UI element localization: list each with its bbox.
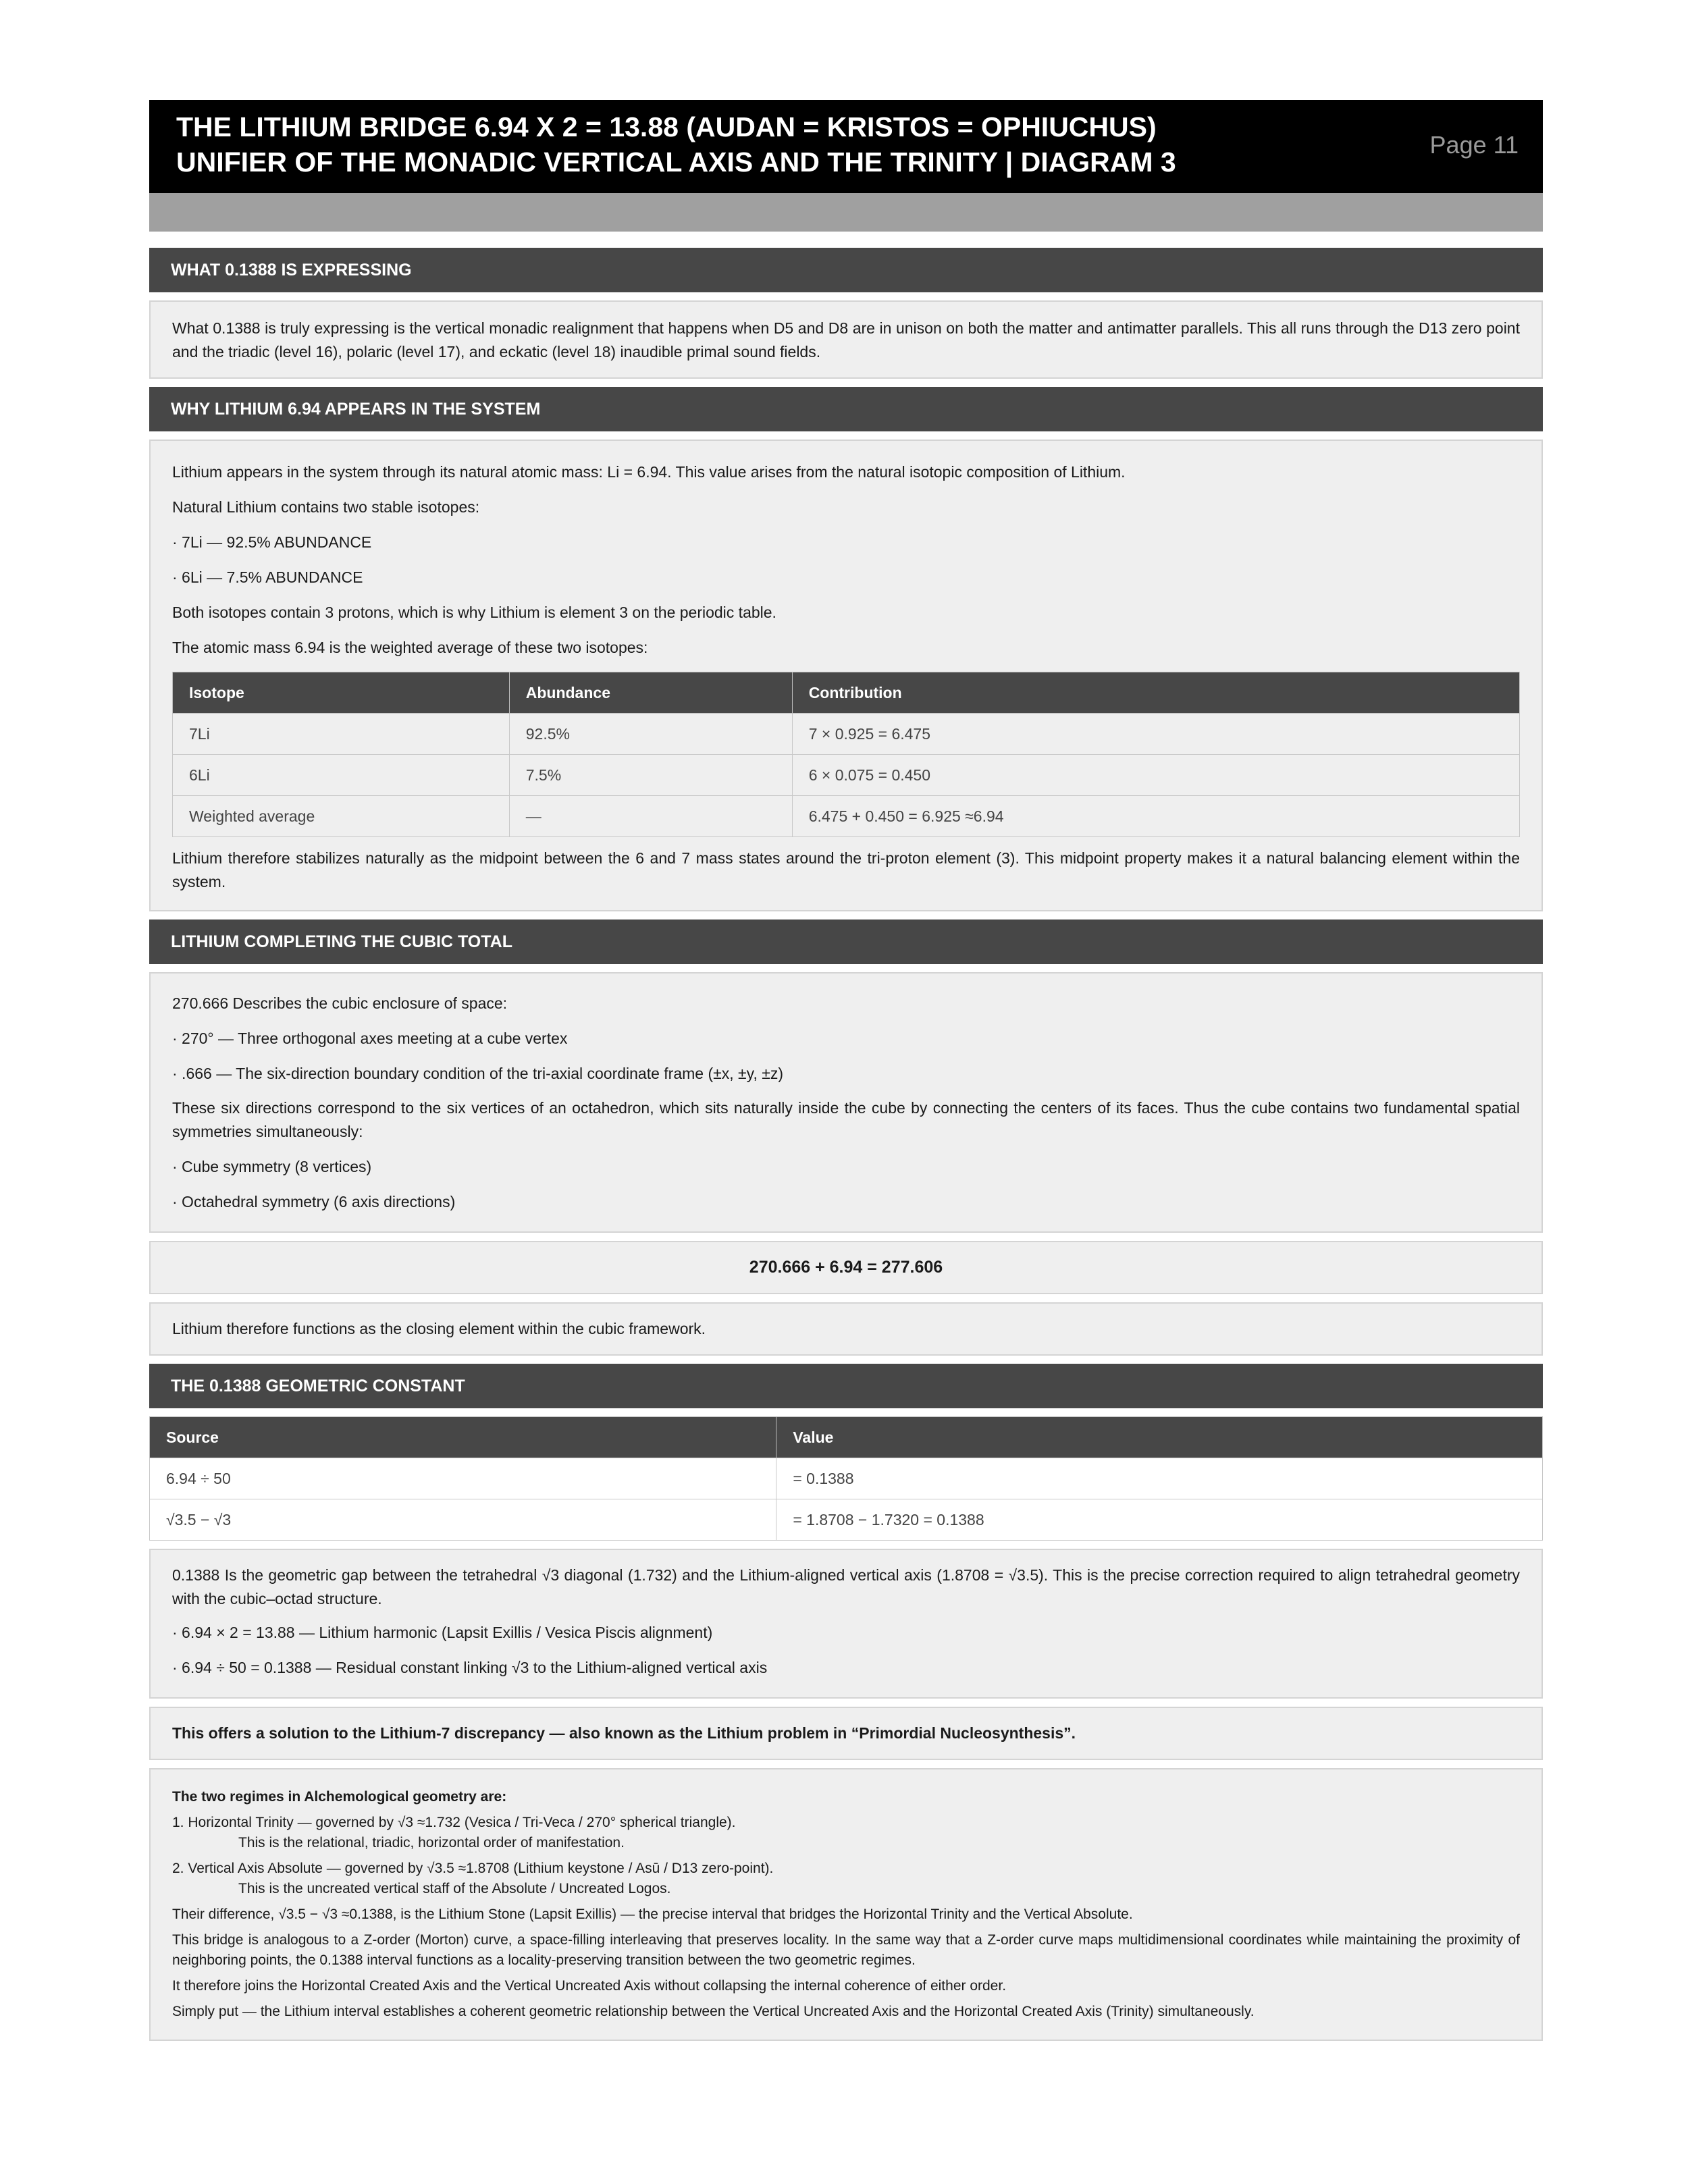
title-line-1: THE LITHIUM BRIDGE 6.94 X 2 = 13.88 (AUDAN = KRISTOS = OPHIUCHUS) — [176, 111, 1157, 142]
table-cell: √3.5 − √3 — [150, 1499, 776, 1541]
title-bar — [149, 100, 1543, 193]
table-cell: — — [509, 796, 792, 837]
solution-text: This offers a solution to the Lithium-7 discrepancy — also known as the Lithium problem in “Primordial Nucleosynthesis”. — [172, 1724, 1076, 1742]
header-divider-bar — [149, 193, 1543, 232]
geometric-constant-table — [149, 1416, 1543, 1541]
cubic-equation: 270.666 + 6.94 = 277.606 — [749, 1258, 943, 1277]
why-line-1: Lithium appears in the system through its natural atomic mass: Li = 6.94. This value arises from the natural isotopic composition of Lithium. — [172, 463, 1126, 481]
section-box-cubic-total — [149, 972, 1543, 1233]
regime-item-1: 1. Horizontal Trinity — governed by √3 ≈1.732 (Vesica / Tri-Veca / 270° spherical triangle). — [172, 1815, 736, 1830]
section-heading-why-lithium: WHY LITHIUM 6.94 APPEARS IN THE SYSTEM — [149, 387, 1543, 431]
expressing-text: What 0.1388 is truly expressing is the vertical monadic realignment that happens when D5 and D8 are in unison on both the matter and antimatter parallels. This all runs through the D13 zero point and the triadic (level 16), polaric (level 17), and eckatic (level 18) inaudible primal sound fields. — [172, 319, 1520, 361]
regime-item-1-sub: This is the relational, triadic, horizontal order of manifestation. — [238, 1835, 625, 1850]
page-number: Page 11 — [1429, 131, 1519, 159]
table-cell: 6.94 ÷ 50 — [150, 1458, 776, 1499]
isotope-table — [172, 672, 1520, 837]
cubic-paragraph: These six directions correspond to the six vertices of an octahedron, which sits naturally inside the cube by connecting the centers of its faces. Thus the cube contains two fundamental spatial symmetries simultaneously: — [172, 1099, 1520, 1140]
section-heading-expressing: WHAT 0.1388 IS EXPRESSING — [149, 248, 1543, 292]
section-heading-cubic-total: LITHIUM COMPLETING THE CUBIC TOTAL — [149, 920, 1543, 964]
equation-box — [149, 1241, 1543, 1294]
table-cell: = 0.1388 — [776, 1458, 1543, 1499]
solution-box — [149, 1707, 1543, 1760]
cubic-line-5: · Octahedral symmetry (6 axis directions) — [172, 1193, 456, 1210]
geometric-bullet-1: · 6.94 × 2 = 13.88 — Lithium harmonic (Lapsit Exillis / Vesica Piscis alignment) — [172, 1624, 713, 1641]
section-heading-geometric-constant: THE 0.1388 GEOMETRIC CONSTANT — [149, 1364, 1543, 1408]
regimes-box — [149, 1768, 1543, 2041]
table-header-cell: Source — [150, 1417, 776, 1458]
title-line-2: UNIFIER OF THE MONADIC VERTICAL AXIS AND THE TRINITY | DIAGRAM 3 — [176, 147, 1176, 178]
table-cell: 92.5% — [509, 714, 792, 755]
cubic-line-3: · .666 — The six-direction boundary condition of the tri-axial coordinate frame (±x, ±y, ±z) — [172, 1065, 784, 1082]
cubic-closing-box — [149, 1302, 1543, 1356]
table-cell: 7Li — [173, 714, 510, 755]
regimes-paragraph-3: It therefore joins the Horizontal Created Axis and the Vertical Uncreated Axis without collapsing the internal coherence of either order. — [172, 1978, 1007, 1994]
table-cell: 6Li — [173, 755, 510, 796]
regimes-paragraph-1: Their difference, √3.5 − √3 ≈0.1388, is the Lithium Stone (Lapsit Exillis) — the precise interval that bridges the Horizontal Trinity and the Vertical Absolute. — [172, 1907, 1133, 1922]
why-closing-text: Lithium therefore stabilizes naturally as the midpoint between the 6 and 7 mass states around the tri-proton element (3). This midpoint property makes it a natural balancing element within the system. — [172, 849, 1520, 890]
cubic-line-4: · Cube symmetry (8 vertices) — [172, 1158, 372, 1175]
cubic-line-2: · 270° — Three orthogonal axes meeting at a cube vertex — [172, 1030, 568, 1047]
table-cell: 7 × 0.925 = 6.475 — [792, 714, 1519, 755]
table-header-cell: Isotope — [173, 672, 510, 714]
regimes-heading: The two regimes in Alchemological geometry are: — [172, 1789, 507, 1805]
table-cell: Weighted average — [173, 796, 510, 837]
geometric-bullet-2: · 6.94 ÷ 50 = 0.1388 — Residual constant linking √3 to the Lithium-aligned vertical axis — [172, 1659, 768, 1676]
table-cell: 6.475 + 0.450 = 6.925 ≈6.94 — [792, 796, 1519, 837]
table-row — [173, 714, 1520, 755]
why-line-6: The atomic mass 6.94 is the weighted average of these two isotopes: — [172, 639, 648, 656]
regime-item-2-sub: This is the uncreated vertical staff of the Absolute / Uncreated Logos. — [238, 1881, 671, 1896]
why-line-4: · 6Li — 7.5% ABUNDANCE — [172, 568, 363, 586]
regimes-paragraph-4: Simply put — the Lithium interval establishes a coherent geometric relationship between the Vertical Uncreated Axis and the Horizontal Created Axis (Trinity) simultaneously. — [172, 2004, 1255, 2019]
why-line-2: Natural Lithium contains two stable isotopes: — [172, 498, 480, 516]
table-cell: = 1.8708 − 1.7320 = 0.1388 — [776, 1499, 1543, 1541]
table-row — [150, 1499, 1543, 1541]
regimes-paragraph-2: This bridge is analogous to a Z-order (Morton) curve, a space-filling interleaving that preserves locality. In the same way that a Z-order curve maps multidimensional coordinates while maintaining the proximity of neighboring points, the 0.1388 interval functions as a locality-preserving transition between the two geometric regimes. — [172, 1932, 1520, 1968]
table-header-row — [150, 1417, 1543, 1458]
table-cell: 7.5% — [509, 755, 792, 796]
why-line-3: · 7Li — 92.5% ABUNDANCE — [172, 533, 372, 551]
cubic-closing-text: Lithium therefore functions as the closing element within the cubic framework. — [172, 1320, 706, 1337]
table-header-cell: Contribution — [792, 672, 1519, 714]
cubic-line-1: 270.666 Describes the cubic enclosure of space: — [172, 994, 508, 1012]
regime-item-2: 2. Vertical Axis Absolute — governed by √3.5 ≈1.8708 (Lithium keystone / Asū / D13 zero-point). — [172, 1861, 774, 1876]
table-header-cell: Abundance — [509, 672, 792, 714]
document-page — [149, 100, 1543, 2041]
section-box-expressing — [149, 300, 1543, 379]
table-row — [150, 1458, 1543, 1499]
geometric-gap-box — [149, 1549, 1543, 1699]
section-box-why-lithium — [149, 440, 1543, 911]
table-row — [173, 755, 1520, 796]
table-row — [173, 796, 1520, 837]
table-header-row — [173, 672, 1520, 714]
table-cell: 6 × 0.075 = 0.450 — [792, 755, 1519, 796]
geometric-gap-paragraph: 0.1388 Is the geometric gap between the tetrahedral √3 diagonal (1.732) and the Lithium-aligned vertical axis (1.8708 = √3.5). This is the precise correction required to align tetrahedral geometry with the cubic–octad structure. — [172, 1566, 1520, 1607]
table-header-cell: Value — [776, 1417, 1543, 1458]
why-line-5: Both isotopes contain 3 protons, which is why Lithium is element 3 on the periodic table. — [172, 604, 776, 621]
